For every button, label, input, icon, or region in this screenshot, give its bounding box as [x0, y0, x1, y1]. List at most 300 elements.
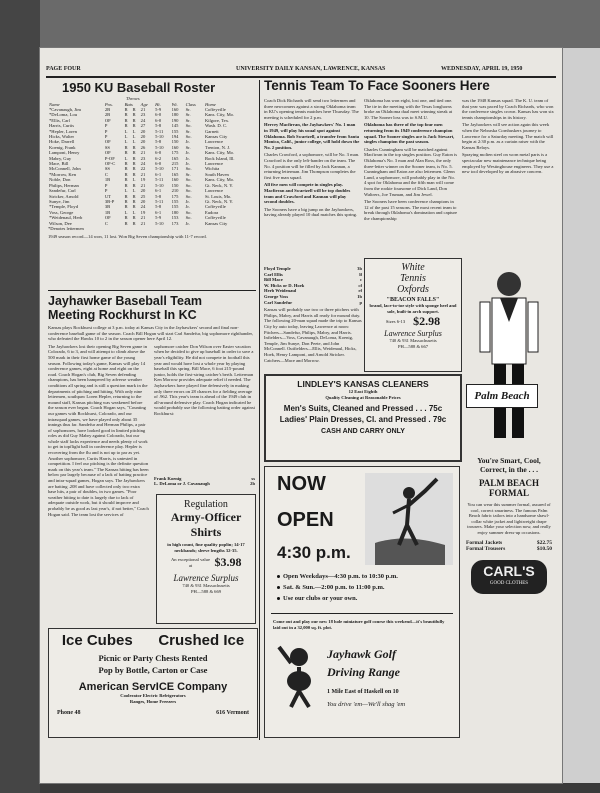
army-ad-price: $3.98 — [214, 555, 242, 570]
roster-cell: R — [124, 112, 128, 118]
tennis-p2: Hervey Macfirran, the Jayhawkers' No. 1 man in 1949, will play his usual spot against Oklahoma. Bob Swartzell, a transfer from Santa Monica, Calif., junior college, will hold down the No. 2 position. — [264, 122, 360, 150]
roster-cell: R — [132, 144, 136, 150]
roster-cell: 2B — [104, 107, 111, 112]
roster-cell: R — [124, 166, 128, 172]
golf-hours-text: Use our clubs or your own. — [283, 595, 358, 602]
batter-name: L. DeLoma or J. Cavanaugh — [154, 481, 210, 487]
batter-name: Frank Koenig — [154, 475, 182, 481]
roster-cell: P — [104, 188, 108, 194]
roster-cell: 24 — [140, 161, 146, 167]
roster-cell: 153 — [171, 215, 179, 221]
roster-title: 1950 KU Baseball Roster — [62, 80, 216, 95]
lineup-position: p — [359, 299, 362, 305]
roster-cell: 6-0 — [155, 150, 162, 156]
ice-ad-phone: Phone 48 — [57, 710, 81, 717]
tennis-p12: Spraying molten steel on worn metal parts is a spectacular new maintenance technique being employed by Westinghouse engineers. They use a new tool developed by an abrasive concern. — [462, 152, 554, 175]
roster-cell: 175 — [171, 150, 179, 156]
roster-cell: Lamponi, Henry — [49, 150, 80, 156]
roster-cell: OF — [104, 215, 111, 221]
roster-cell: R — [132, 107, 136, 112]
lineup-text: Kansas will probably use two or three pitchers with Philips, Mabry, and Harris all ready for mound duty. The following 20-man squad made the trip to Kansas City by auto today, leaving Lawrence at noon: Pitchers—Sandefur, Philips, Mabry, and Harris. Infielders—Voss, Cavanaugh, DeLoma, Koenig, Temple, Jim Sunye, Don Peete, and John McConnell. Outfielders—Ellis, Weidenaul, Hicks, Hoek, Henry Lamponi, and Arnold Stricker. Catchers—Mace and Morrow. — [264, 307, 362, 363]
lineup-position: cf — [358, 282, 362, 288]
roster-cell: R — [124, 144, 128, 150]
roster-cell: 180 — [171, 112, 179, 118]
roster-col-header: Home — [204, 101, 216, 107]
roster-cell: 215 — [171, 161, 179, 167]
cleaners-line-2: Ladies' Plain Dresses, Cl. and Pressed . 79c — [279, 415, 447, 425]
roster-cell: R — [132, 198, 136, 204]
roster-cell: Coffeyville — [204, 107, 226, 112]
golf-ad-time: 4:30 p.m. — [277, 543, 351, 562]
roster-cell: L — [132, 209, 136, 215]
roster-col-header: Class — [185, 101, 196, 107]
roster-cell: 175 — [171, 193, 179, 199]
roster-cell: *Morrow, Ken — [49, 171, 77, 177]
roster-cell: R — [124, 161, 128, 167]
roster-cell: 165 — [171, 171, 179, 177]
roster-cell: Mabry, Guy — [49, 155, 72, 161]
roster-cell: Hoke, Darrell — [49, 139, 75, 145]
palm-price-jackets-label: Formal Jackets — [466, 539, 503, 546]
tennis-p4: All five men will compete in singles play. Macfirran and Swartzell will be top doubles team and Crawford and Kannan will play second doubles. — [264, 182, 351, 205]
formal-man-illustration-icon — [466, 262, 552, 448]
roster-cell: R — [132, 117, 136, 123]
lineup-list — [264, 266, 362, 305]
roster-cell: 19 — [140, 209, 146, 215]
roster-cell: 6-2 — [155, 155, 162, 161]
roster-cell: Gt. Neck, N. Y. — [204, 182, 234, 188]
roster-cell: 23 — [140, 112, 146, 118]
army-ad-line-2: Army-Officer — [170, 510, 242, 524]
roster-cell: Sandefur, Carl — [49, 188, 76, 194]
roster-cell: R — [132, 166, 136, 172]
tennis-p6: Oklahoma has won eight, lost one, and tied one. The tie in the meeting with the Texas longhorns broke an Oklahoma dual meet winning streak at 10. The Sooner loss was to S.M.U. — [364, 98, 453, 120]
roster-cell: R — [132, 215, 136, 221]
tennis-p1: Coach Dick Richards will send two lettermen and three newcomers against a strong Oklahoma team in KU's opening tennis matches here Thursday. The meeting is scheduled for 2 p.m. — [264, 98, 359, 120]
roster-cell: Sr. — [185, 144, 191, 150]
roster-cell: R — [132, 171, 136, 177]
tennis-oxfords-ad — [364, 258, 462, 372]
roster-cell: 24 — [140, 204, 146, 210]
palm-ad-line-2: Correct, in the . . . — [480, 465, 538, 474]
batter-position: 2b — [250, 481, 255, 487]
army-ad-price-label: An exceptional value at — [170, 557, 211, 568]
roster-cell: R — [124, 171, 128, 177]
roster-cell: Kans. City, Mo. — [204, 150, 235, 156]
palm-ad-line-3: PALM BEACH — [478, 478, 540, 488]
ice-ad-pop: Pop by Bottle, Carton or Case — [98, 665, 208, 675]
palm-beach-ad — [462, 258, 556, 736]
roster-cell: Voss, George — [49, 209, 74, 215]
roster-cell: SS — [104, 144, 110, 150]
roster-cell: 150 — [171, 139, 179, 145]
bullet-icon — [277, 597, 280, 600]
roster-cell: Sr. — [185, 107, 191, 112]
roster-cell: OF — [104, 139, 111, 145]
roster-cell: L — [124, 134, 128, 140]
roster-cell: 6-1 — [155, 209, 162, 215]
roster-cell: Kansas City — [204, 220, 228, 226]
roster-cell: L — [124, 139, 128, 145]
roster-col-header: Bats — [124, 101, 133, 107]
ice-ad — [48, 628, 258, 738]
roster-col-header: Pos. — [104, 101, 113, 107]
roster-cell: Sr. — [185, 112, 191, 118]
roster-cell: 5-10 — [155, 182, 164, 188]
lineup-position: 1b — [357, 293, 362, 299]
roster-cell: So. — [185, 209, 192, 215]
palm-price-trousers: $10.50 — [536, 545, 552, 552]
tennis-p7: Oklahoma has three of the top four men returning from its 1949 conference champion squad. The Sooner singles ace is Jack Stewart, singles champion the past season. — [364, 122, 455, 145]
roster-cell: R — [132, 150, 136, 156]
roster-cell: L — [132, 128, 136, 134]
roster-cell: 21 — [140, 220, 146, 226]
roster-cell: Sr. — [185, 171, 191, 177]
carls-tagline: GOOD CLOTHES — [489, 580, 529, 586]
roster-cell: 5-8 — [155, 123, 162, 129]
roster-cell: So. — [185, 182, 192, 188]
page-number: PAGE FOUR — [46, 66, 81, 72]
roster-cell: L — [132, 177, 136, 183]
roster-cell: 21 — [140, 215, 146, 221]
golf-ad-address: 1 Mile East of Haskell on 10 — [327, 689, 399, 695]
ice-ad-company: American ServICE Company — [78, 681, 228, 693]
scan-border-top — [40, 0, 600, 48]
roster-cell: L — [124, 128, 128, 134]
roster-cell: 24 — [140, 117, 146, 123]
roster-cell: Lawrence — [204, 161, 224, 167]
column-rule — [259, 80, 260, 740]
golf-hours-text: Open Weekdays—4:30 p.m. to 10:30 p.m. — [283, 573, 398, 580]
jayhawker-headline-2: Meeting Rockhurst In KC — [48, 308, 197, 322]
army-ad-phone: PH—588 & 669 — [190, 588, 222, 594]
roster-cell: 150 — [171, 182, 179, 188]
roster-cell: Rock Island, Ill. — [204, 155, 235, 161]
roster-table — [48, 102, 254, 226]
palm-ad-body: You can wear this summer formal, assured of cool, correct smartness. The famous Palm Beach fabric tailors into a handsome shawl-collar white jacket and lightweight drape trousers. Make your selection now, and really enjoy summer dress-up occasions. — [467, 502, 551, 535]
roster-cell: R — [132, 204, 136, 210]
oxfords-ad-brand: "BEACON FALLS" — [386, 297, 440, 303]
roster-cell: R — [124, 193, 128, 199]
roster-cell: Kilgore, Tex. — [204, 117, 230, 123]
roster-cell: R — [124, 182, 128, 188]
roster-cell: 21 — [140, 182, 146, 188]
roster-cell: Mace, Bill — [49, 161, 69, 167]
roster-cell: 145 — [171, 123, 179, 129]
roster-cell: 21 — [140, 150, 146, 156]
roster-cell: *Temple, Floyd — [49, 204, 79, 210]
roster-cell: 21 — [140, 171, 146, 177]
golf-ad-now: NOW — [277, 473, 326, 495]
roster-cell: 160 — [171, 144, 179, 150]
oxfords-ad-address: 740 & 931 Massachusetts — [389, 338, 437, 344]
tennis-col-1 — [264, 98, 360, 258]
roster-cell: 5-9 — [155, 215, 162, 221]
cleaners-title: LINDLEY'S KANSAS CLEANERS — [297, 379, 429, 389]
roster-cell: So. — [185, 177, 192, 183]
roster-cell: L — [132, 134, 136, 140]
batting-order-row — [154, 481, 255, 487]
roster-cell: So. — [185, 123, 192, 129]
golfer-illustration-icon — [365, 473, 453, 565]
roster-col-header: Age — [140, 101, 148, 107]
roster-cell: R — [124, 177, 128, 183]
palm-beach-logo: Palm Beach — [466, 384, 538, 408]
roster-cell: Jr. — [185, 155, 190, 161]
roster-cell: C — [104, 171, 108, 177]
roster-cell: So. — [185, 215, 192, 221]
lineup-position: 3b — [357, 266, 362, 271]
roster-cell: P — [104, 123, 108, 129]
ice-ad-ranges: Ranges, Home Freezers — [129, 698, 177, 704]
roster-cell: R — [132, 112, 136, 118]
roster-cell: L — [124, 209, 128, 215]
roster-record: 1949 season record—14 won, 11 lost. Won Big Seven championship with 11-7 record. — [48, 233, 207, 239]
cleaners-address: 12 East Eighth — [348, 389, 378, 394]
golf-hours-item — [277, 582, 453, 593]
golf-ad-slogan: You drive 'em—We'll shag 'em — [327, 701, 406, 708]
roster-cell: 2B — [104, 112, 111, 118]
roster-cell: 5-10 — [155, 134, 164, 140]
roster-cell: Stricker, Arnold — [49, 193, 79, 199]
roster-cell: Trenton, N. J. — [204, 144, 231, 150]
roster-cell: Sr. — [185, 117, 191, 123]
roster-cell: Lawrence — [204, 188, 224, 194]
golf-ad-open: OPEN — [277, 509, 334, 531]
roster-cell: 155 — [171, 204, 179, 210]
roster-cell: 194 — [171, 134, 179, 140]
roster-cell: So. — [185, 188, 192, 194]
lineup-row — [264, 300, 362, 306]
roster-cell: 20 — [140, 128, 146, 134]
roster-cell: 5-11 — [155, 177, 164, 183]
oxfords-ad-line-3: Oxfords — [397, 284, 429, 295]
roster-cell: 27 — [140, 123, 146, 129]
ice-ad-cubes: Ice Cubes — [61, 632, 133, 649]
roster-cell: SS — [104, 166, 110, 172]
roster-cell: 171 — [171, 166, 179, 172]
carls-logo: CARL'S — [483, 562, 535, 579]
lineup-name: Carl Sandefur — [264, 299, 293, 305]
cleaners-cash: CASH AND CARRY ONLY — [321, 428, 405, 436]
roster-cell: R — [132, 161, 136, 167]
golf-divider — [271, 613, 453, 614]
page-header — [46, 66, 556, 76]
roster-cell: *Hepler, Loren — [49, 128, 77, 134]
roster-cell: 25 — [140, 193, 146, 199]
tennis-p3: Charles Crawford, a sophomore, will be No. 3 man. Crawford is the only left-hander on the team. The No. 4 position will be filled by Jack Kannan, a returning letterman. Jim Thompson completes the first five man squad. — [264, 152, 360, 180]
cleaners-tagline: Quality Cleaning at Reasonable Prices — [325, 394, 401, 400]
roster-cell: Jr. — [185, 139, 190, 145]
roster-cell: R — [132, 193, 136, 199]
ice-ad-crushed: Crushed Ice — [158, 632, 245, 649]
roster-cell: UT — [104, 193, 111, 199]
roster-cell: 21 — [140, 107, 146, 112]
golf-ad — [264, 466, 460, 738]
roster-cell: R — [124, 215, 128, 221]
roster-cell: 180 — [171, 209, 179, 215]
divider — [48, 290, 256, 291]
roster-cell: Lawrence — [204, 139, 224, 145]
tennis-p5: The Sooners have a big jump on the Jayhawkers, having already played 10 dual matches this spring. — [264, 206, 358, 218]
roster-cell: Hicks, Walter — [49, 134, 75, 140]
roster-cell: P — [104, 182, 108, 188]
army-ad-store: Lawrence Surplus — [173, 573, 239, 584]
roster-cell: 1B — [104, 209, 111, 215]
roster-cell: 5-10 — [155, 144, 164, 150]
roster-cell: 5-10 — [155, 166, 164, 172]
roster-cell: 20 — [140, 139, 146, 145]
roster-cell: P — [104, 134, 108, 140]
lineup-name: Carl Ellis — [264, 271, 283, 277]
ice-ad-address: 616 Vermont — [216, 710, 249, 717]
roster-cell: R — [132, 182, 136, 188]
roster-cell: Kans. City, Mo. — [204, 112, 235, 118]
roster-cell: Jr. — [185, 204, 190, 210]
roster-cell: Sr. — [185, 128, 191, 134]
roster-cell: L — [124, 188, 128, 194]
roster-cell: Jr. — [185, 150, 190, 156]
roster-cell: Jr. — [185, 220, 190, 226]
roster-cell: So. — [185, 166, 192, 172]
roster-cell: Sunye, Jim — [49, 198, 70, 204]
oxfords-ad-body: brand, lace-to-toe style with sponge heel and sole, built-in arch support. — [369, 303, 457, 314]
ice-ad-chests: Picnic or Party Chests Rented — [98, 653, 208, 663]
tennis-p11: The Jayhawkers will see action again this week when the Nebraska Cornhuskers journey to Lawrence for a Saturday meeting. The match will begin at 2:30 p.m. as a curtain raiser with the Kansas Relays. — [462, 122, 554, 150]
ice-ad-coolerator: Coolerator Electric Refrigerators — [120, 693, 186, 698]
roster-cell: 22 — [140, 166, 146, 172]
lineup-name: W. Hicks or D. Hoek — [264, 282, 305, 288]
roster-cell: Gt. Neck, N. Y. — [204, 198, 234, 204]
tennis-p10: was the 1948 Kansas squad. The K. U. team of that year was paced by Coach Richards, who won the conference singles crown. Kansas has won six tennis championships in its history. — [462, 98, 554, 120]
roster-cell: Eudora — [204, 209, 219, 215]
roster-cell: R — [124, 123, 128, 129]
tennis-p8: Charles Cunningham will be matched against Macfirran in the top singles position. Guy Eaton is Oklahoma's No. 3 man and Alan Ross, the only three-letter winner on the Sooner team, is No. 5. Cunningham and Eaton are also lettermen. Glenn Lund, a sophomore, will probably play in the No. 4 spot for Oklahoma and the fifth man will come from the rookie foursome of Dick Land, Don Waltrers, Joe Truman, and Jim Jewel. — [364, 146, 458, 197]
roster-cell: 6-1 — [155, 171, 162, 177]
roster-cell: 20 — [140, 134, 146, 140]
tennis-col-2 — [364, 98, 458, 258]
roster-cell: P — [104, 128, 108, 134]
golf-hours-item — [277, 593, 453, 604]
roster-cell: 165 — [171, 155, 179, 161]
issue-date: WEDNESDAY, APRIL 19, 1950 — [441, 66, 523, 72]
roster-cell: Koenig, Frank — [49, 144, 76, 150]
roster-cell: 5-8 — [155, 204, 162, 210]
roster-cell: 160 — [171, 177, 179, 183]
scan-border-left — [0, 0, 40, 793]
roster-cell: 5-8 — [155, 139, 162, 145]
lineup-position: c — [359, 277, 362, 283]
army-ad-line-1: Regulation — [184, 499, 228, 510]
army-ad-address: 740 & 931 Massachusetts — [182, 583, 230, 589]
roster-cell: *Ellis, Carl — [49, 117, 70, 123]
golf-intro: Come out and play our new 18 hole miniature golf course this weekend—it's beautifully laid out in a 32,000 sq. ft. plot. — [273, 619, 445, 630]
roster-cell: *DeLoma, Lou — [49, 112, 78, 118]
roster-cell: R — [132, 220, 136, 226]
roster-cell: 5-8 — [155, 193, 162, 199]
roster-col-header: Wt. — [171, 101, 178, 107]
roster-cell: *Weidenaul, Herb — [49, 215, 83, 221]
roster-cell: 190 — [171, 117, 179, 123]
roster-cell: Wash. D. C. — [204, 123, 228, 129]
throws-label: Throws — [126, 96, 140, 101]
oxfords-ad-store: Lawrence Surplus — [384, 329, 442, 339]
jayhawker-col-1: The Jayhawkers lost their opening Big Seven game in Colorado, 6 to 3, and will attempt to climb above the 500 mark in their first home game of the young season. Following today's game, Kansas will play 14 conference games, eight at home and eight on the road. Coach Hogan's club, Big Seven defending champions, has been hampered by adverse weather conditions all spring and is still a question mark in the departments of pitching and hitting. With only nine lettermen, southpaw Loren Hepler, returning to the mound staff, Kansas pitching was weakened before the season ever began. Coach Hogan says, "Counting our games with Rockhurst, Colorado, and our intrasquad games, we have played only about 35 innings thus far. Sandefur and Herman Philips, a pair of sophomores, have looked good in limited pitching roles as did Guy Mabry against Colorado, but our whole staff lacks experience and needs plenty of work to get in topflight ball in conference play. Hepler is recovering from the flu and is not up to par as yet. Another sophomore, Curtis Harris, is untested in competition. I feel our pitching is the definite question mark on this year's team." The Kansas hitting has been below par largely because of a lack of batting practice and intra-squad games, Hogan says. The Jayhawkers are batting .208 and have collected only two extra base hits, a pair of doubles, in two games. "Poor weather hitting to date is largely due to lack of adequate outside work, but it should improve and probably be as good as last year's, if not better," Coach Hogan said. The team lost the services of — [48, 343, 149, 517]
roster-cell: 210 — [171, 188, 179, 194]
bullet-icon — [277, 586, 280, 589]
roster-cell: So. — [185, 193, 192, 199]
oxfords-ad-line-1: White — [401, 262, 425, 273]
tennis-col-3 — [462, 98, 556, 238]
cleaners-line-1: Men's Suits, Cleaned and Pressed . . . 75c — [283, 404, 443, 414]
roster-cell: 26 — [140, 144, 146, 150]
lineup-position: rf — [358, 288, 362, 294]
roster-cell: R — [124, 117, 128, 123]
roster-cell: 6-1 — [155, 188, 162, 194]
roster-cell: 155 — [171, 198, 179, 204]
palm-ad-line-4: FORMAL — [489, 488, 529, 498]
lineup-name: Bill Mace — [264, 277, 283, 283]
roster-cell: L — [132, 139, 136, 145]
roster-cell: St. Louis, Mo. — [204, 193, 232, 199]
oxfords-ad-sizes: Sizes 6-13 — [385, 318, 406, 324]
roster-cell: R — [124, 107, 128, 112]
roster-cell: South Haven — [204, 171, 229, 177]
roster-col-header: Ht. — [155, 101, 161, 107]
oxfords-ad-phone: PH—588 & 667 — [397, 343, 429, 349]
roster-cell: 19 — [140, 177, 146, 183]
roster-cell: 160 — [171, 107, 179, 112]
roster-cell: OF — [104, 150, 111, 156]
roster-cell: L — [124, 155, 128, 161]
roster-cell: R — [124, 220, 128, 226]
jayhawker-headline-1: Jayhawker Baseball Team — [48, 294, 203, 308]
roster-cell: Coffeyville — [204, 204, 226, 210]
roster-cell: R — [132, 155, 136, 161]
tennis-p9: The Sooners have been conference champions in 12 of the past 15 seasons. The most recent team to break through Oklahoma's domination and capture the championship — [364, 199, 458, 221]
roster-cell: Kansas City — [204, 134, 228, 140]
golf-hours-text: Sat. & Sun.—2:00 p.m. to 11:00 p.m. — [283, 584, 385, 591]
roster-note: *Denotes lettermen — [48, 225, 84, 231]
cleaners-ad — [264, 374, 462, 462]
roster-cell: 173 — [171, 220, 179, 226]
roster-section — [48, 80, 254, 290]
golf-ad-name-2: Driving Range — [327, 665, 401, 679]
roster-cell: R — [124, 198, 128, 204]
roster-cell: Kans. City, Mo. — [204, 177, 235, 183]
golf-ad-name-1: Jayhawk Golf — [327, 647, 396, 661]
palm-price-trousers-label: Formal Trousers — [466, 545, 506, 552]
tennis-headline: Tennis Team To Face Sooners Here — [264, 78, 490, 93]
roster-cell: R — [132, 123, 136, 129]
roster-cell: Coffeyville — [204, 215, 226, 221]
roster-cell: *Cavanaugh, Jim — [49, 107, 81, 112]
golf-hours — [277, 571, 453, 604]
roster-cell: R — [124, 150, 128, 156]
roster-col-header: Name — [49, 101, 60, 107]
paper-name: UNIVERSITY DAILY KANSAN, LAWRENCE, KANSAS — [236, 66, 386, 72]
roster-cell: Jr. — [185, 198, 190, 204]
roster-cell: P-OF — [104, 155, 115, 161]
lineup-name: Herb Weidenaul — [264, 288, 297, 294]
scan-border-right — [562, 48, 600, 783]
oxfords-ad-line-2: Tennis — [400, 273, 426, 284]
roster-cell: 5-10 — [155, 220, 164, 226]
roster-cell: Harris, Curtis — [49, 123, 75, 129]
army-ad-body: in high count, fine quality poplin; 14-17 neckbands; sleeve lengths 32-35. — [167, 542, 245, 553]
lineup-name: Floyd Temple — [264, 266, 291, 271]
roster-cell: 23 — [140, 155, 146, 161]
